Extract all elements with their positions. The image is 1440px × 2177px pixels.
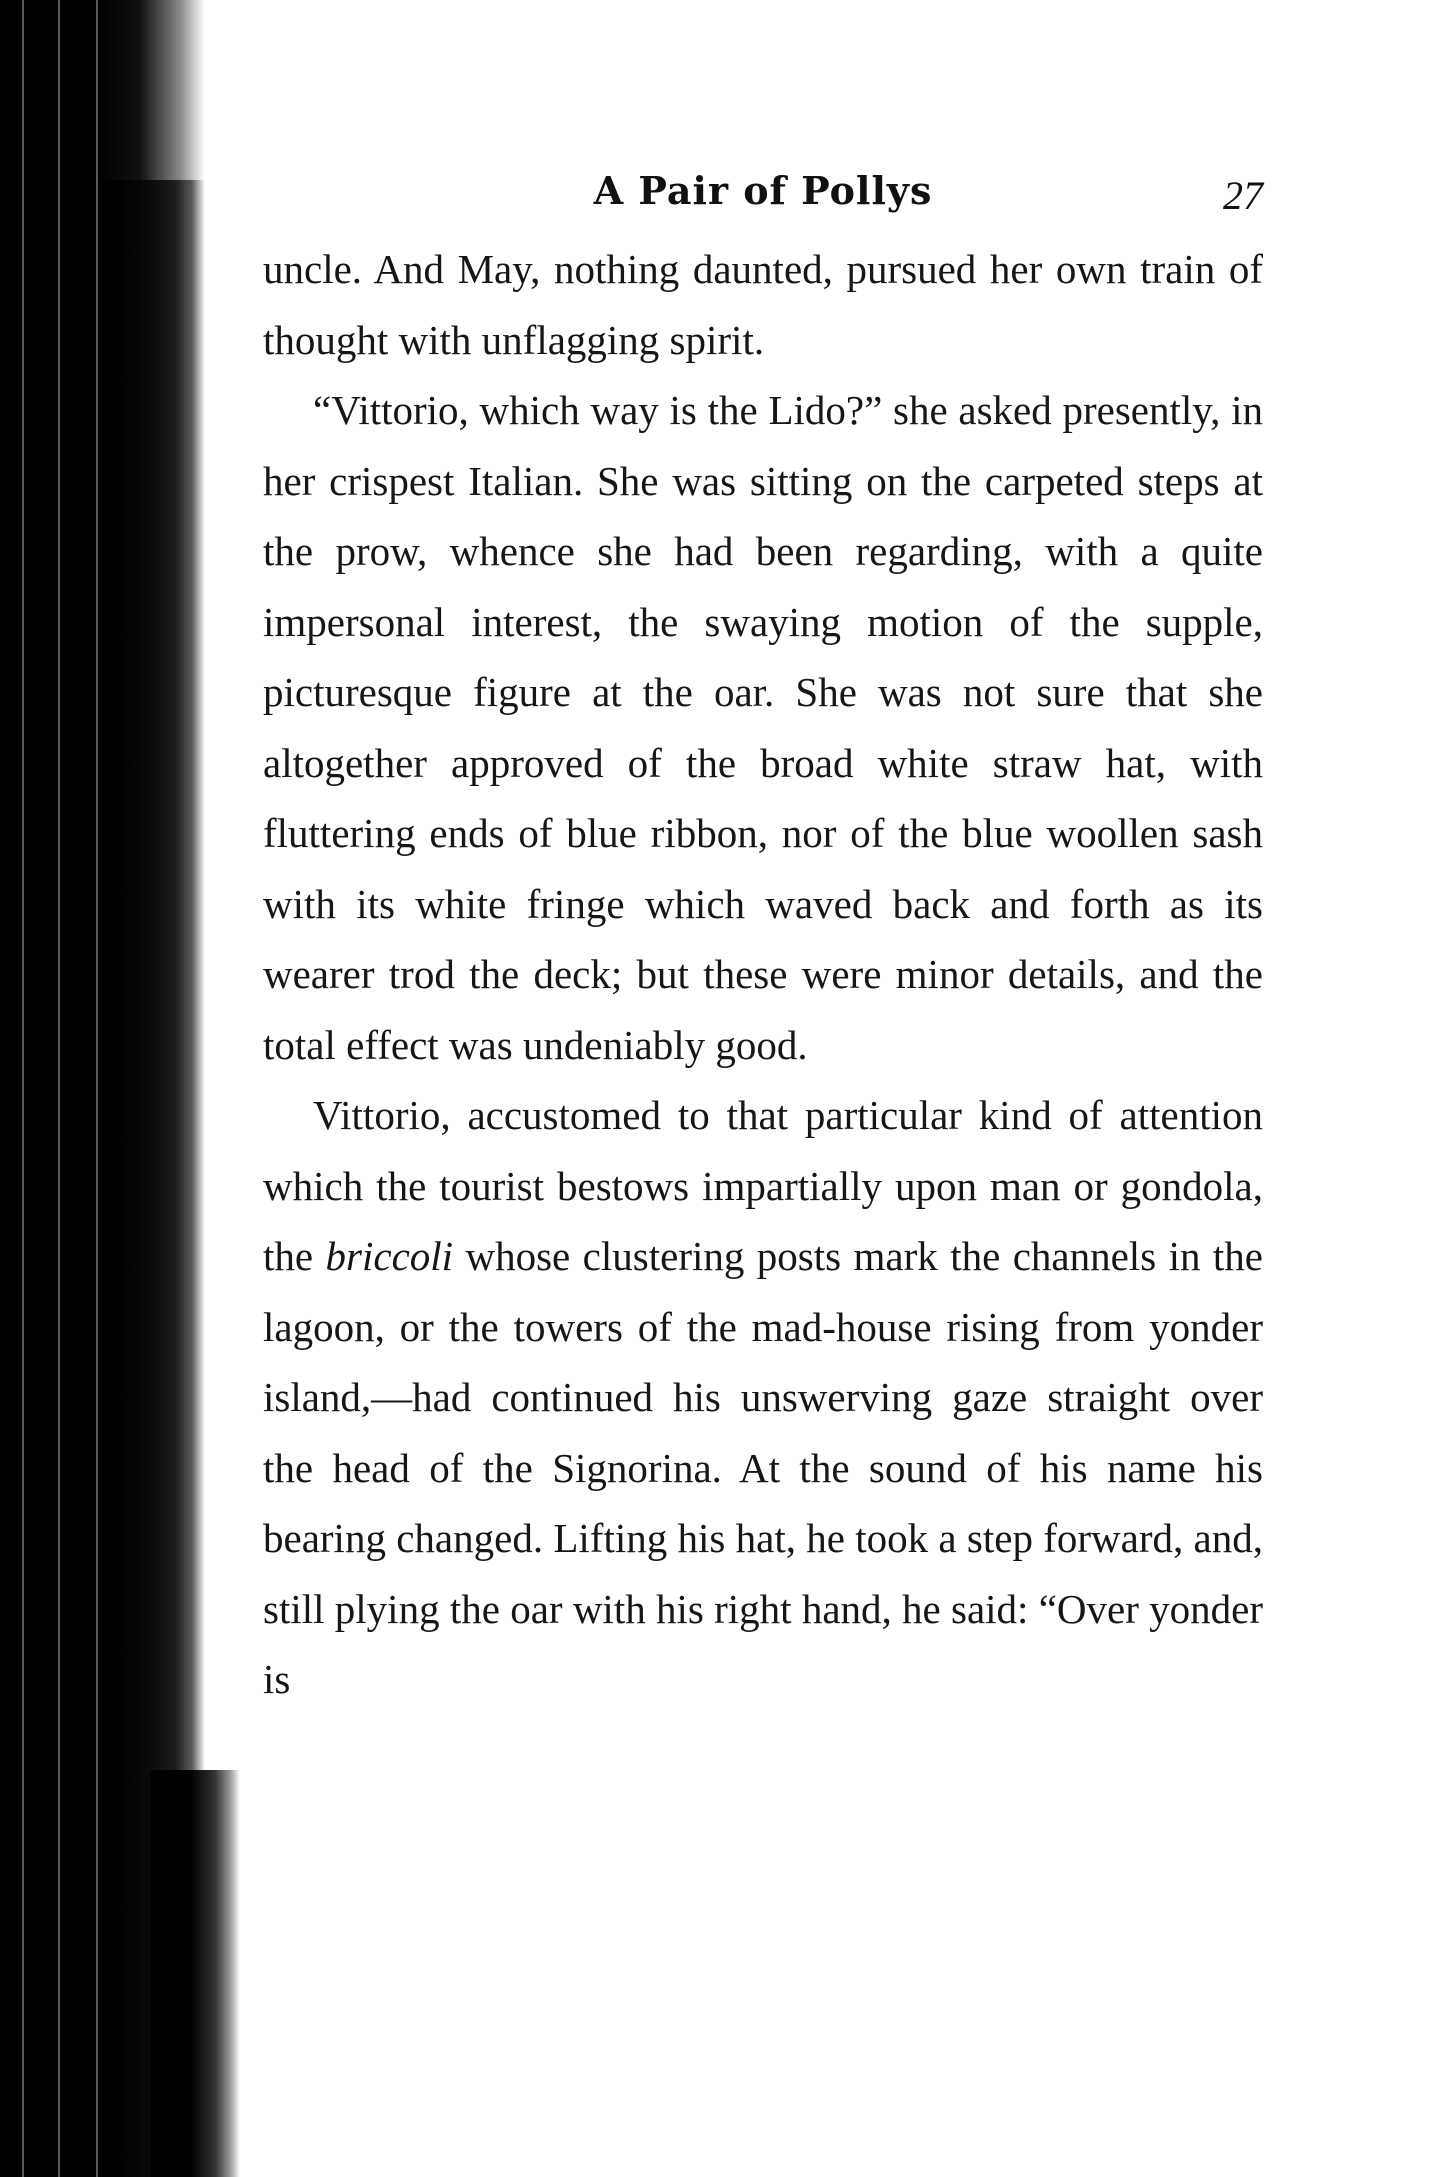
italic-term: briccoli	[325, 1233, 454, 1279]
paragraph-vittorio	[263, 1080, 1263, 1715]
binding-streak	[58, 0, 60, 2177]
binding-streak	[96, 0, 98, 2177]
paragraph-lido-question: “Vittorio, which way is the Lido?” she asked presently, in her crispest Italian. She was sitting on the carpeted steps at the prow, whence she had been regarding, with a quite impersonal interest, the swaying motion of the supple, picturesque figure at the oar. She was not sure that she altogether approved of the broad white straw hat, with fluttering ends of blue ribbon, nor of the blue woollen sash with its white fringe which waved back and forth as its wearer trod the deck; but these were minor details, and the total effect was undeniably good.	[263, 387, 1263, 1068]
binding-streak	[22, 0, 24, 2177]
paragraph-text: whose clustering posts mark the channels in the lagoon, or the towers of the mad-house rising from yonder island,—had continued his unswerving gaze straight over the head of the Signorina. At the sound of his name his bearing changed. Lifting his hat, he took a step forward, and, still plying the oar with his right hand, he said: “Over yonder is	[263, 1233, 1264, 1702]
page-header	[263, 150, 1263, 220]
paragraph-text: Vittorio, accustomed to that particular kind of attention which the tourist bestows impartially upon man or gondola, the	[263, 1092, 1263, 1279]
book-page	[263, 150, 1263, 1715]
binding-shadow-bottom	[150, 1770, 240, 2177]
page-number: 27	[1223, 173, 1263, 218]
running-title: A Pair of Pollys	[593, 168, 933, 213]
binding-shadow-top	[100, 0, 205, 180]
paragraph-continuation: uncle. And May, nothing daunted, pursued her own train of thought with unflagging spirit.	[263, 246, 1263, 363]
